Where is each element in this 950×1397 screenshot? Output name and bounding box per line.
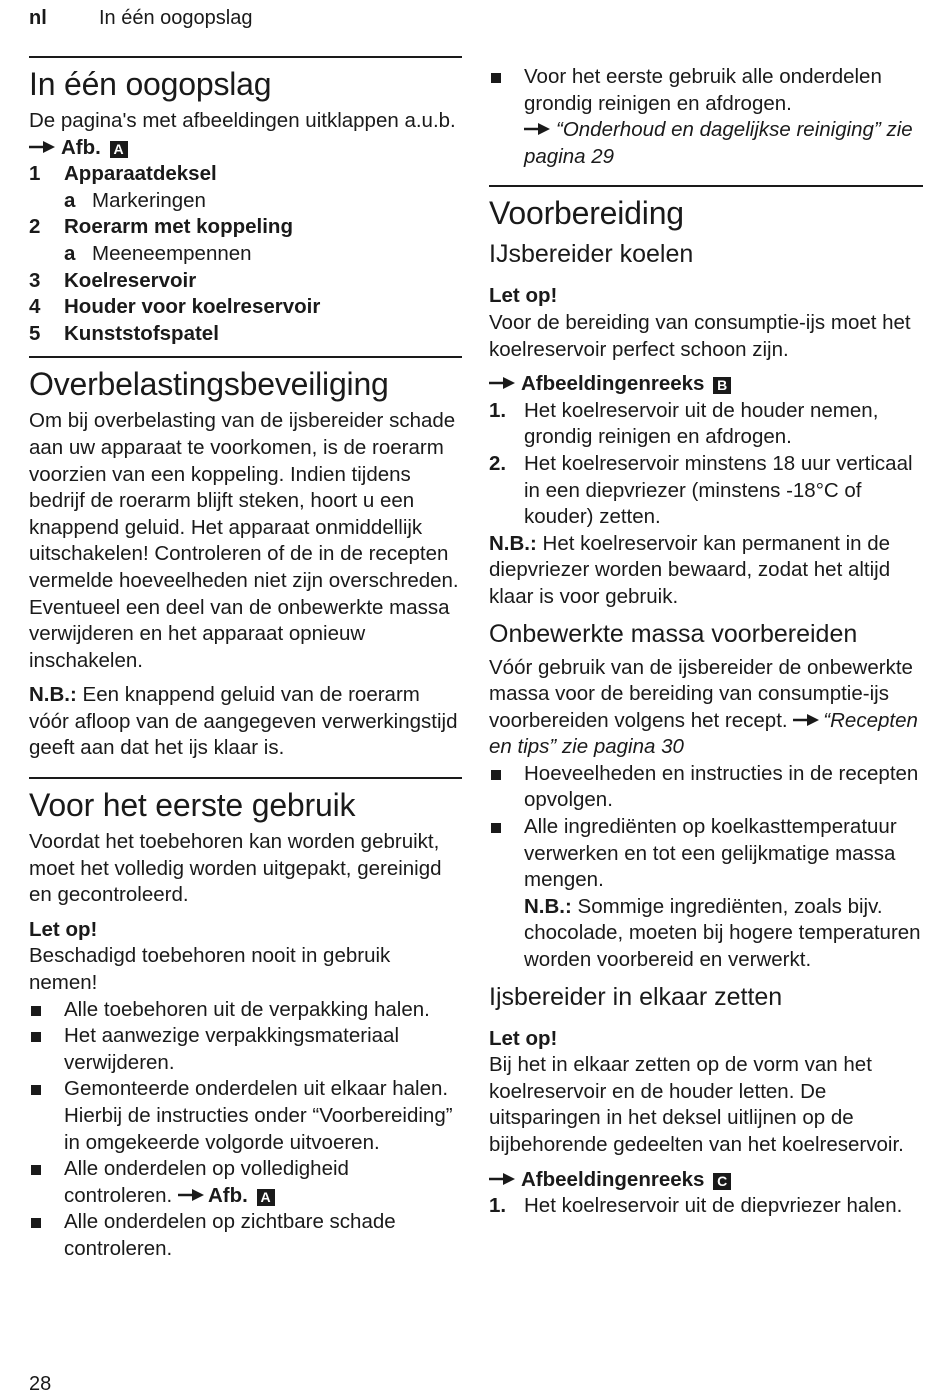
bullet-item: Voor het eerste gebruik alle onderdelen grondig reinigen en afdrogen. “Onderhoud en dagelijkse reiniging” zie pagina 29 [489, 64, 923, 170]
header-title: In één oogopslag [99, 7, 253, 29]
warning-label: Let op! [489, 284, 558, 308]
section-heading-preparation: Voorbereiding [489, 195, 684, 232]
page-header [29, 5, 253, 31]
bullet-square-icon [491, 770, 501, 780]
bullet-square-icon [491, 73, 501, 83]
arrow-right-icon [29, 141, 55, 153]
arrow-right-icon [178, 1189, 204, 1201]
subheading-cool: IJsbereider koelen [489, 240, 694, 269]
parts-list-subitem: a Meeneempennen [64, 241, 252, 265]
bullet-item: Hoeveelheden en instructies in de recepten opvolgen. [489, 761, 923, 814]
parts-list-item: 4 Houder voor koelreservoir [29, 295, 321, 319]
figure-box-a: A [110, 141, 128, 158]
overview-intro: De pagina's met afbeeldingen uitklappen a.u.b. [29, 109, 456, 132]
bullet-square-icon [31, 1218, 41, 1228]
parts-list-item: 5 Kunststofspatel [29, 321, 219, 345]
arrow-right-icon [489, 1173, 515, 1185]
step-item: 2. Het koelreservoir minstens 18 uur verticaal in een diepvriezer (minstens -18°C of kouder) zetten. [489, 451, 913, 529]
warning-text: Voor de bereiding van consumptie-ijs moet het koelreservoir perfect schoon zijn. [489, 310, 911, 361]
figure-ref [29, 135, 462, 162]
section-heading-overview: In één oogopslag [29, 66, 272, 102]
figure-box-b: B [713, 377, 731, 394]
step-item: 1. Het koelreservoir uit de diepvriezer halen. [489, 1194, 903, 1218]
figure-ref: Afbeeldingenreeks B [489, 371, 923, 398]
subheading-assemble: Ijsbereider in elkaar zetten [489, 982, 783, 1011]
mass-body: Vóór gebruik van de ijsbereider de onbewerkte massa voor de bereiding van consumptie-ijs voorbereiden volgens het recept. “Recepten en tips” zie pagina 30 [489, 655, 918, 759]
parts-list-item: 3 Koelreservoir [29, 268, 197, 292]
section-heading-overload: Overbelastingsbeveiliging [29, 366, 389, 403]
arrow-right-icon [793, 714, 819, 726]
warning-label: Let op! [29, 917, 98, 941]
bullet-square-icon [31, 1085, 41, 1095]
page-number: 28 [29, 1373, 52, 1395]
arrow-right-icon [489, 377, 515, 389]
section-heading-first-use: Voor het eerste gebruik [29, 787, 356, 824]
bullet-item: Het aanwezige verpakkingsmateriaal verwijderen. [29, 1023, 462, 1076]
warning-text: Bij het in elkaar zetten op de vorm van het koelreservoir en de houder letten. De uitsparingen in het deksel uitlijnen op de bijbehorende gedeelten van het koelreservoir. [489, 1053, 904, 1156]
warning-label: Let op! [489, 1026, 558, 1050]
cool-note: N.B.: Het koelreservoir kan permanent in de diepvriezer worden bewaard, zodat het altijd klaar is voor gebruik. [489, 531, 891, 608]
bullet-item: Alle toebehoren uit de verpakking halen. [29, 997, 462, 1024]
step-item: 1. Het koelreservoir uit de houder nemen, grondig reinigen en afdrogen. [489, 398, 879, 449]
section-rule [29, 777, 462, 779]
bullet-item: Alle onderdelen op zichtbare schade controleren. [29, 1209, 462, 1262]
bullet-item: Alle ingrediënten op koelkasttemperatuur verwerken en tot een gelijkmatige massa mengen. N.B.: Sommige ingrediënten, zoals bijv. chocolade, moeten bij hogere temperaturen worden voorbereid en verwerkt. [489, 814, 923, 974]
cross-reference: “Onderhoud en dagelijkse reiniging” zie pagina 29 [524, 118, 913, 168]
bullet-item: Alle onderdelen op volledigheid controleren. Afb. A [29, 1156, 462, 1209]
cross-reference: “Recepten en tips” zie pagina 30 [489, 708, 918, 759]
subheading-mass: Onbewerkte massa voorbereiden [489, 619, 858, 648]
section-rule [489, 185, 923, 187]
figure-box-c: C [713, 1173, 731, 1190]
left-column [29, 56, 462, 1263]
arrow-right-icon [524, 123, 550, 135]
bullet-square-icon [31, 1006, 41, 1016]
bullet-item: Gemonteerde onderdelen uit elkaar halen. Hierbij de instructies onder “Voorbereiding” in omgekeerde volgorde uitvoeren. [29, 1076, 462, 1156]
bullet-square-icon [31, 1032, 41, 1042]
section-rule [29, 356, 462, 358]
parts-list-subitem: a Markeringen [64, 188, 206, 212]
section-rule [29, 56, 462, 58]
figure-box-a: A [257, 1189, 275, 1206]
language-code: nl [29, 7, 47, 29]
right-column [489, 64, 923, 1220]
bullet-square-icon [31, 1165, 41, 1175]
figure-ref-label: Afb. [61, 135, 101, 159]
overload-note: N.B.: Een knappend geluid van de roerarm vóór afloop van de aangegeven verwerkingstijd geeft aan dat het ijs klaar is. [29, 683, 458, 760]
warning-text: Beschadigd toebehoren nooit in gebruik nemen! [29, 944, 391, 995]
parts-list-item: 1 Apparaatdeksel [29, 162, 217, 186]
first-use-body: Voordat het toebehoren kan worden gebruikt, moet het volledig worden uitgepakt, gereinigd en gecontroleerd. [29, 830, 442, 907]
parts-list-item: 2 Roerarm met koppeling [29, 215, 293, 239]
bullet-square-icon [491, 823, 501, 833]
figure-ref: Afbeeldingenreeks C [489, 1167, 923, 1194]
overload-body: Om bij overbelasting van de ijsbereider schade aan uw apparaat te voorkomen, is de roerarm voorzien van een koppeling. Indien tijdens bedrijf de roerarm blijft steken, hoort u een knappend geluid. Het apparaat onmiddellijk uitschakelen! Controleren of de in de recepten vermelde hoeveelheden niet zijn overschreden. Eventueel een deel van de onbewerkte massa verwijderen en het apparaat opnieuw inschakelen. [29, 409, 459, 672]
